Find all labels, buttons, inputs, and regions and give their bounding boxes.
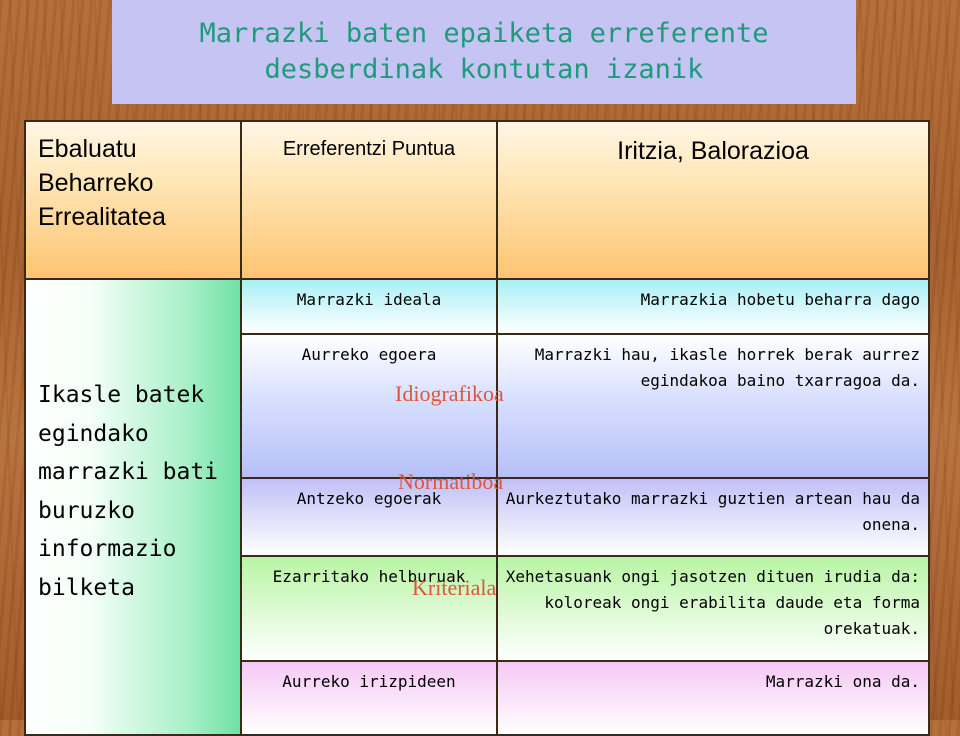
title-line-2: desberdinak kontutan izanik bbox=[264, 54, 704, 85]
reference-cell: Aurreko egoera bbox=[241, 334, 497, 478]
title-banner bbox=[112, 0, 856, 104]
opinion-cell: Marrazki hau, ikasle horrek berak aurrez egindakoa baino txarragoa da. bbox=[497, 334, 929, 478]
header-reference: Erreferentzi Puntua bbox=[241, 121, 497, 279]
header-reality: Ebaluatu Beharreko Errealitatea bbox=[25, 121, 241, 279]
reference-cell: Antzeko egoerak bbox=[241, 478, 497, 556]
normative-label: Normatiboa bbox=[398, 469, 504, 494]
criterial-label: Kriteriala bbox=[412, 575, 497, 600]
idiographic-label: Idiografikoa bbox=[395, 381, 504, 406]
opinion-cell: Marrazkia hobetu beharra dago bbox=[497, 279, 929, 334]
reference-cell: Aurreko irizpideen bbox=[241, 661, 497, 735]
opinion-cell: Marrazki ona da. bbox=[497, 661, 929, 735]
header-opinion: Iritzia, Balorazioa bbox=[497, 121, 929, 279]
reference-cell: Ezarritako helburuak bbox=[241, 556, 497, 661]
reference-cell: Marrazki ideala bbox=[241, 279, 497, 334]
title-line-1: Marrazki baten epaiketa erreferente bbox=[199, 18, 769, 49]
reality-cell: Ikasle batek egindako marrazki bati buruzko informazio bilketa bbox=[25, 279, 241, 735]
opinion-cell: Xehetasuank ongi jasotzen dituen irudia da: koloreak ongi erabilita daude eta forma orekatuak. bbox=[497, 556, 929, 661]
opinion-cell: Aurkeztutako marrazki guztien artean hau da onena. bbox=[497, 478, 929, 556]
evaluation-table bbox=[24, 120, 930, 736]
